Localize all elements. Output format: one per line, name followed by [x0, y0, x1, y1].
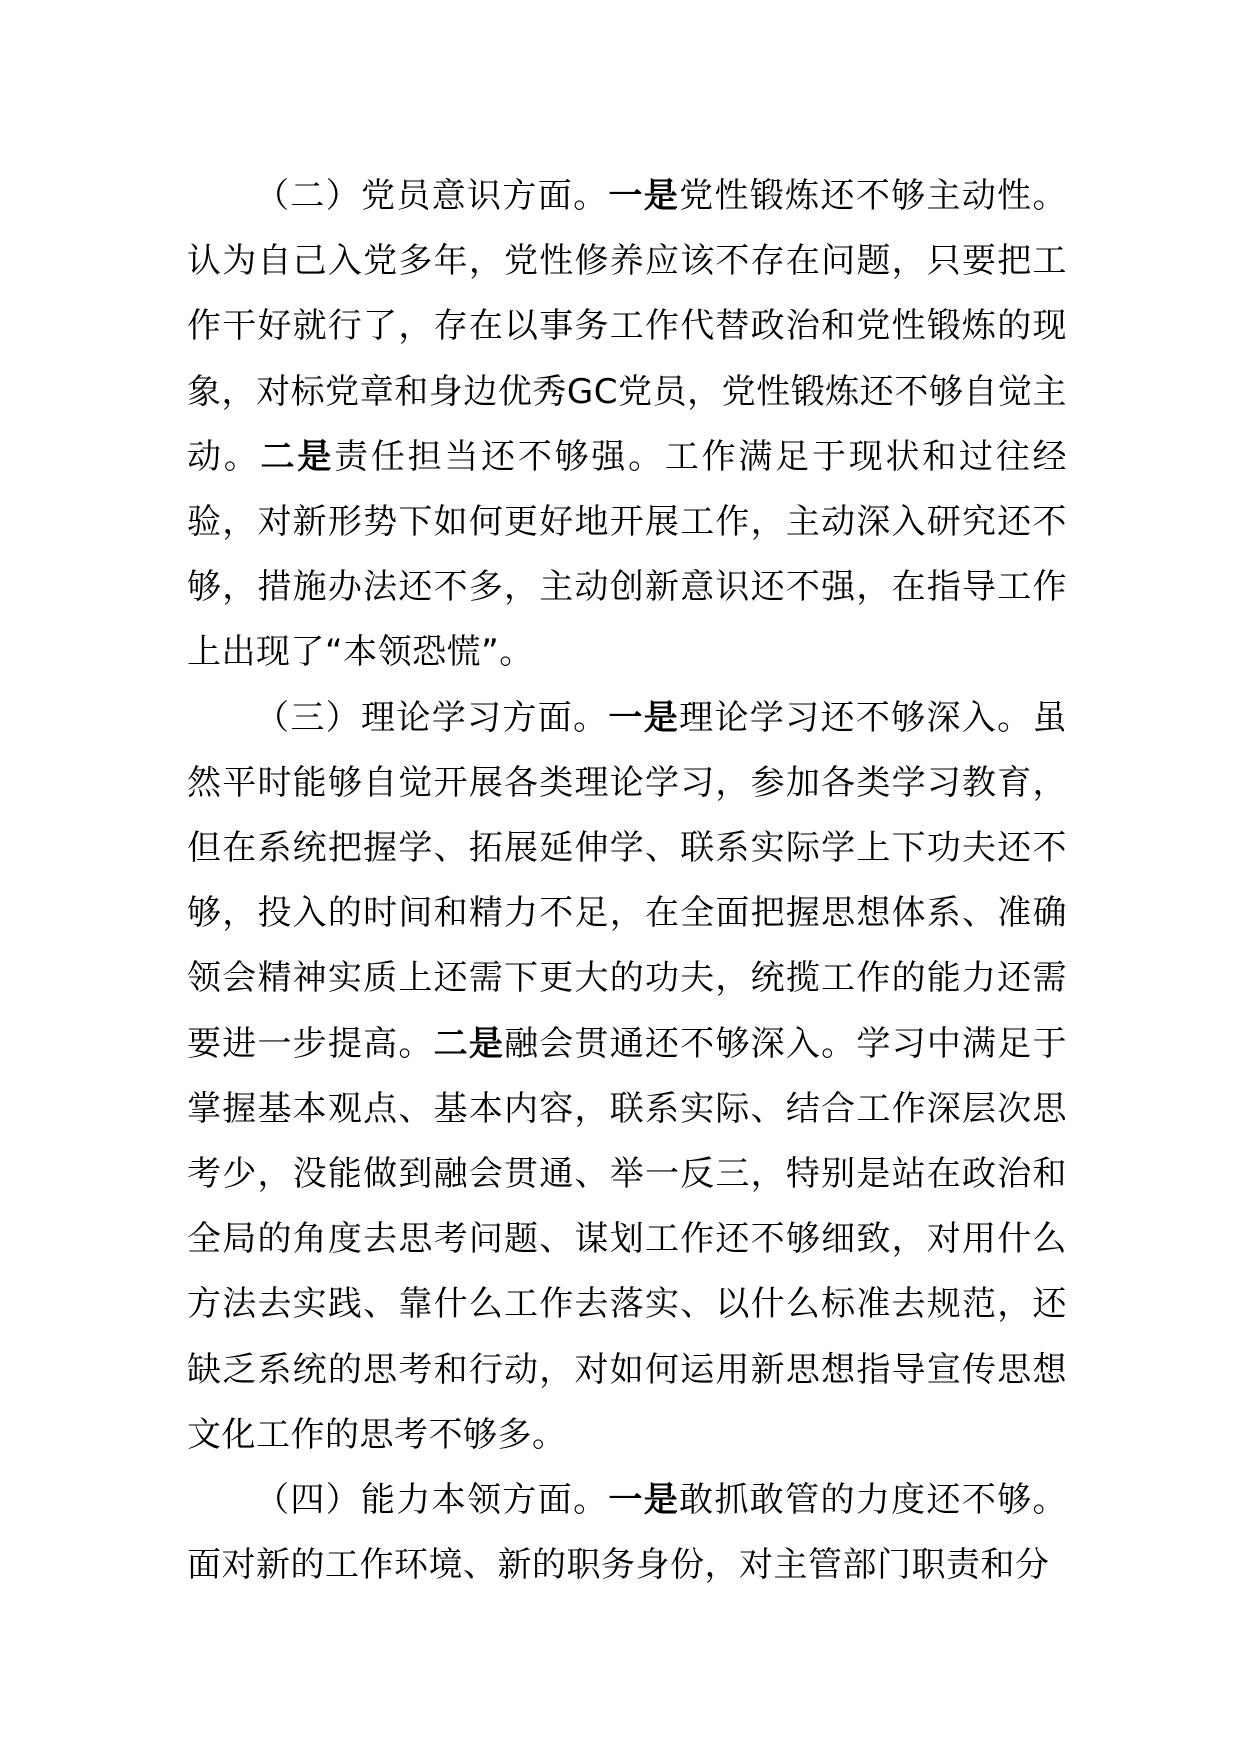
paragraph-party-member-awareness: [187, 164, 1067, 686]
paragraph-theory-study: [187, 686, 1067, 1468]
point-text-second: 责任担当还不够强。工作满足于现状和过往经验，对新形势下如何更好地开展工作，主动深入研究还不够，措施办法还不多，主动创新意识还不强，在指导工作上出现了“本领恐慌”。: [187, 436, 1068, 673]
document-body: [187, 164, 1067, 1598]
section-heading: （四）能力本领方面。: [255, 1480, 609, 1521]
point-text-first: 敢抓敢管的力度还不够。面对新的工作环境、新的职务身份，对主管部门职责和分: [187, 1480, 1068, 1586]
point-lead-first: 一是: [608, 176, 680, 216]
point-lead-second: 二是: [433, 1023, 505, 1064]
paragraph-ability: [187, 1468, 1067, 1598]
section-heading: （三）理论学习方面。: [255, 697, 609, 738]
point-text-second: 融会贯通还不够深入。学习中满足于掌握基本观点、基本内容，联系实际、结合工作深层次思考少，没能做到融会贯通、举一反三，特别是站在政治和全局的角度去思考问题、谋划工作还不够细致，对用什么方法去实践、靠什么工作去落实、以什么标准去规范，还缺乏系统的思考和行动，对如何运用新思想指导宣传思想文化工作的思考不够多。: [187, 1023, 1068, 1455]
point-text-first: 党性锻炼还不够主动性。认为自己入党多年，党性修养应该不存在问题，只要把工作干好就行了，存在以事务工作代替政治和党性锻炼的现象，对标党章和身边优秀GC党员，党性锻炼还不够自觉主动。: [187, 176, 1068, 477]
point-text-first: 理论学习还不够深入。虽然平时能够自觉开展各类理论学习，参加各类学习教育，但在系统把握学、拓展延伸学、联系实际学上下功夫还不够，投入的时间和精力不足，在全面把握思想体系、准确领会精神实质上还需下更大的功夫，统揽工作的能力还需要进一步提高。: [187, 697, 1068, 1064]
point-lead-second: 二是: [260, 436, 335, 477]
point-lead-first: 一是: [608, 1480, 680, 1521]
point-lead-first: 一是: [608, 697, 680, 738]
section-heading: （二）党员意识方面。: [255, 176, 609, 216]
